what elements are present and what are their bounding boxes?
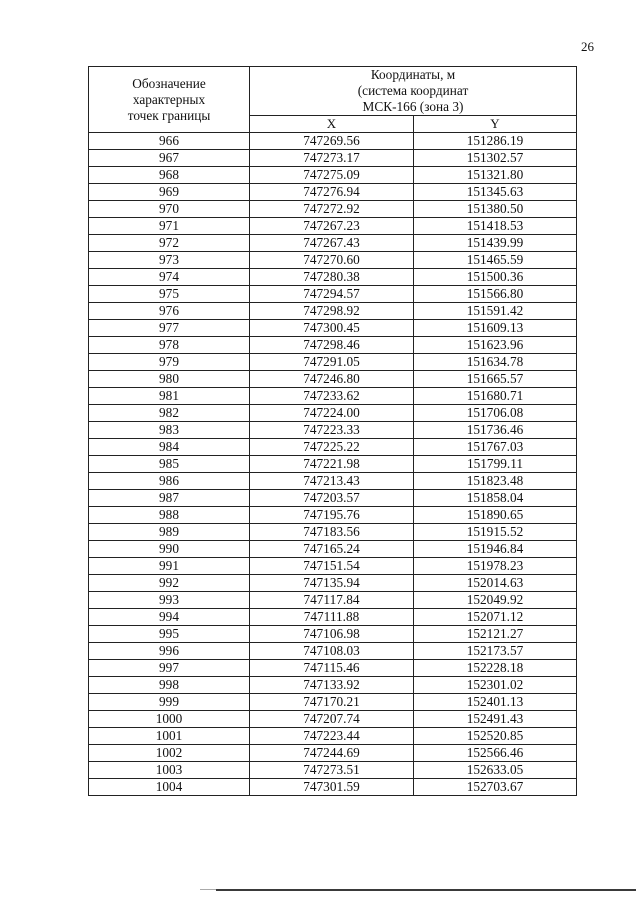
table-row (89, 184, 577, 201)
point-cell: 1001 (89, 728, 250, 745)
point-cell: 991 (89, 558, 250, 575)
x-coordinate-cell: 747165.24 (250, 541, 414, 558)
point-header-line: точек границы (127, 107, 211, 123)
table-row (89, 252, 577, 269)
table-row (89, 711, 577, 728)
y-coordinate-cell: 152228.18 (414, 660, 577, 677)
table-row (89, 150, 577, 167)
coords-header-line: Координаты, м (370, 67, 456, 82)
y-column-header: Y (414, 116, 577, 133)
table-row (89, 405, 577, 422)
table-row (89, 218, 577, 235)
point-cell: 993 (89, 592, 250, 609)
y-coordinate-cell: 151623.96 (414, 337, 577, 354)
x-coordinate-cell: 747298.92 (250, 303, 414, 320)
coordinates-table (88, 66, 577, 796)
y-coordinate-cell: 152633.05 (414, 762, 577, 779)
x-coordinate-cell: 747280.38 (250, 269, 414, 286)
x-column-header: X (250, 116, 414, 133)
y-coordinate-cell: 152301.02 (414, 677, 577, 694)
table-row (89, 303, 577, 320)
table-row (89, 592, 577, 609)
table-row (89, 422, 577, 439)
point-cell: 999 (89, 694, 250, 711)
y-coordinate-cell: 151439.99 (414, 235, 577, 252)
x-coordinate-cell: 747108.03 (250, 643, 414, 660)
y-coordinate-cell: 151345.63 (414, 184, 577, 201)
table-row (89, 473, 577, 490)
point-cell: 976 (89, 303, 250, 320)
table-row (89, 456, 577, 473)
point-cell: 969 (89, 184, 250, 201)
point-cell: 983 (89, 422, 250, 439)
table-row (89, 609, 577, 626)
x-coordinate-cell: 747275.09 (250, 167, 414, 184)
table-row (89, 235, 577, 252)
y-coordinate-cell: 151302.57 (414, 150, 577, 167)
x-coordinate-cell: 747291.05 (250, 354, 414, 371)
x-coordinate-cell: 747298.46 (250, 337, 414, 354)
y-coordinate-cell: 151799.11 (414, 456, 577, 473)
point-cell: 998 (89, 677, 250, 694)
point-cell: 968 (89, 167, 250, 184)
table-row (89, 558, 577, 575)
y-coordinate-cell: 151591.42 (414, 303, 577, 320)
y-coordinate-cell: 151706.08 (414, 405, 577, 422)
point-cell: 1000 (89, 711, 250, 728)
point-cell: 981 (89, 388, 250, 405)
table-row (89, 269, 577, 286)
table-row (89, 337, 577, 354)
point-cell: 988 (89, 507, 250, 524)
point-cell: 982 (89, 405, 250, 422)
table-row (89, 371, 577, 388)
y-coordinate-cell: 152566.46 (414, 745, 577, 762)
point-cell: 989 (89, 524, 250, 541)
x-coordinate-cell: 747213.43 (250, 473, 414, 490)
point-cell: 987 (89, 490, 250, 507)
x-coordinate-cell: 747195.76 (250, 507, 414, 524)
x-coordinate-cell: 747170.21 (250, 694, 414, 711)
x-coordinate-cell: 747111.88 (250, 609, 414, 626)
x-coordinate-cell: 747301.59 (250, 779, 414, 796)
point-cell: 1004 (89, 779, 250, 796)
table-row (89, 133, 577, 150)
x-coordinate-cell: 747221.98 (250, 456, 414, 473)
x-coordinate-cell: 747272.92 (250, 201, 414, 218)
x-coordinate-cell: 747244.69 (250, 745, 414, 762)
table-row (89, 286, 577, 303)
table-row (89, 575, 577, 592)
page-number: 26 (581, 39, 594, 54)
y-coordinate-cell: 152491.43 (414, 711, 577, 728)
point-cell: 994 (89, 609, 250, 626)
coords-header-line: (система координат (357, 83, 469, 98)
x-coordinate-cell: 747223.33 (250, 422, 414, 439)
table-row (89, 388, 577, 405)
y-coordinate-cell: 152401.13 (414, 694, 577, 711)
x-coordinate-cell: 747207.74 (250, 711, 414, 728)
table-row (89, 677, 577, 694)
y-coordinate-cell: 151465.59 (414, 252, 577, 269)
point-cell: 978 (89, 337, 250, 354)
table-row (89, 507, 577, 524)
x-coordinate-cell: 747133.92 (250, 677, 414, 694)
x-coordinate-cell: 747269.56 (250, 133, 414, 150)
point-cell: 967 (89, 150, 250, 167)
y-coordinate-cell: 151500.36 (414, 269, 577, 286)
table-row (89, 354, 577, 371)
table-row (89, 728, 577, 745)
table-row (89, 320, 577, 337)
point-cell: 979 (89, 354, 250, 371)
y-coordinate-cell: 151418.53 (414, 218, 577, 235)
x-coordinate-cell: 747267.43 (250, 235, 414, 252)
table-row (89, 694, 577, 711)
table-row (89, 490, 577, 507)
table-row (89, 524, 577, 541)
x-coordinate-cell: 747233.62 (250, 388, 414, 405)
x-coordinate-cell: 747246.80 (250, 371, 414, 388)
x-coordinate-cell: 747267.23 (250, 218, 414, 235)
x-coordinate-cell: 747135.94 (250, 575, 414, 592)
table-row (89, 762, 577, 779)
point-cell: 1003 (89, 762, 250, 779)
point-cell: 996 (89, 643, 250, 660)
y-coordinate-cell: 151286.19 (414, 133, 577, 150)
point-cell: 997 (89, 660, 250, 677)
y-coordinate-cell: 151736.46 (414, 422, 577, 439)
y-coordinate-cell: 151823.48 (414, 473, 577, 490)
y-coordinate-cell: 152014.63 (414, 575, 577, 592)
point-cell: 1002 (89, 745, 250, 762)
y-coordinate-cell: 151915.52 (414, 524, 577, 541)
y-coordinate-cell: 151380.50 (414, 201, 577, 218)
x-coordinate-cell: 747276.94 (250, 184, 414, 201)
table-row (89, 541, 577, 558)
table-body (89, 133, 577, 796)
point-cell: 985 (89, 456, 250, 473)
y-coordinate-cell: 151609.13 (414, 320, 577, 337)
y-coordinate-cell: 152121.27 (414, 626, 577, 643)
y-coordinate-cell: 151890.65 (414, 507, 577, 524)
point-cell: 980 (89, 371, 250, 388)
point-cell: 984 (89, 439, 250, 456)
point-header-line: характерных (132, 91, 206, 107)
point-cell: 990 (89, 541, 250, 558)
y-coordinate-cell: 152049.92 (414, 592, 577, 609)
x-coordinate-cell: 747223.44 (250, 728, 414, 745)
table-row (89, 660, 577, 677)
y-coordinate-cell: 152520.85 (414, 728, 577, 745)
table-row (89, 167, 577, 184)
table-row (89, 201, 577, 218)
table-row (89, 439, 577, 456)
coords-header-line: МСК-166 (зона 3) (362, 99, 464, 114)
table-row (89, 626, 577, 643)
table-row (89, 745, 577, 762)
table-row (89, 643, 577, 660)
y-coordinate-cell: 151634.78 (414, 354, 577, 371)
y-coordinate-cell: 151978.23 (414, 558, 577, 575)
y-coordinate-cell: 151321.80 (414, 167, 577, 184)
x-coordinate-cell: 747225.22 (250, 439, 414, 456)
x-coordinate-cell: 747273.17 (250, 150, 414, 167)
coordinates-column-header (250, 67, 577, 116)
x-coordinate-cell: 747300.45 (250, 320, 414, 337)
x-coordinate-cell: 747106.98 (250, 626, 414, 643)
x-coordinate-cell: 747151.54 (250, 558, 414, 575)
y-coordinate-cell: 151566.80 (414, 286, 577, 303)
point-cell: 970 (89, 201, 250, 218)
point-cell: 992 (89, 575, 250, 592)
y-coordinate-cell: 151767.03 (414, 439, 577, 456)
x-coordinate-cell: 747117.84 (250, 592, 414, 609)
y-coordinate-cell: 151665.57 (414, 371, 577, 388)
point-cell: 966 (89, 133, 250, 150)
x-coordinate-cell: 747294.57 (250, 286, 414, 303)
point-header-line: Обозначение (132, 75, 206, 91)
x-coordinate-cell: 747224.00 (250, 405, 414, 422)
point-cell: 972 (89, 235, 250, 252)
y-coordinate-cell: 152071.12 (414, 609, 577, 626)
point-cell: 971 (89, 218, 250, 235)
x-coordinate-cell: 747203.57 (250, 490, 414, 507)
point-cell: 986 (89, 473, 250, 490)
point-cell: 995 (89, 626, 250, 643)
y-coordinate-cell: 152173.57 (414, 643, 577, 660)
x-coordinate-cell: 747115.46 (250, 660, 414, 677)
y-coordinate-cell: 151858.04 (414, 490, 577, 507)
x-coordinate-cell: 747183.56 (250, 524, 414, 541)
table-row (89, 779, 577, 796)
x-coordinate-cell: 747273.51 (250, 762, 414, 779)
point-cell: 977 (89, 320, 250, 337)
y-coordinate-cell: 151946.84 (414, 541, 577, 558)
point-column-header (89, 67, 250, 133)
point-cell: 974 (89, 269, 250, 286)
point-cell: 973 (89, 252, 250, 269)
y-coordinate-cell: 152703.67 (414, 779, 577, 796)
x-coordinate-cell: 747270.60 (250, 252, 414, 269)
bottom-rule (216, 889, 636, 891)
point-cell: 975 (89, 286, 250, 303)
y-coordinate-cell: 151680.71 (414, 388, 577, 405)
